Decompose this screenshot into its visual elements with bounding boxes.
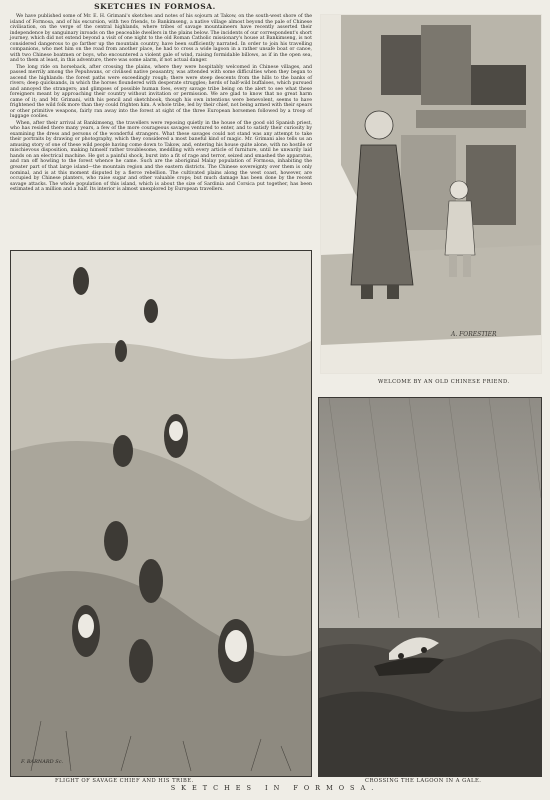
artist-signature: F. BARNARD Sc.: [21, 759, 64, 765]
caption-savage-flight: FLIGHT OF SAVAGE CHIEF AND HIS TRIBE.: [55, 778, 194, 784]
illustration-lagoon-gale: [318, 397, 542, 777]
page-title: SKETCHES IN FORMOSA.: [94, 2, 216, 11]
article-paragraph: The long ride on horseback, after crossing the plains, where they were hospitably welcomed in Chinese villages, and passed merrily among the Pepuhwans, or civilised native peasantry, was attended with some difficulties when they began to ascend the highlands: the forest paths were exceedingly rough; there were steep descents from the hills to the banks of rivers; deep quicksands, in which the horses floundered with desperate struggles; herds of half-wild buffaloes, which pursued and annoyed the strangers; and glimpses of possible human foes, every savage tribe being on the alert to see what these foreigners meant by approaching their country without invitation or permission. We are glad to know that no great harm came of it; and Mr. Grimani, with his pencil and sketchbook, though his own intentions were benevolent, seems to have frightened the wild folk more than they could frighten him. A whole tribe, led by their chief, not being armed with their spears or other primitive weapons, fairly ran away into the forest at sight of the three European horsemen followed by a troop of luggage coolies.: [10, 64, 312, 120]
page-footer: SKETCHES IN FORMOSA.: [170, 784, 380, 792]
illustration-savage-flight: [10, 250, 312, 777]
artist-signature: A. FORESTIER: [451, 331, 497, 338]
illustration-chinese-friend: [320, 14, 542, 374]
article-paragraph: We have published some of Mr. E. H. Grimani's sketches and notes of his sojourn at Takow, on the south-west shore of the island of Formosa, and of his excursion, with two friends, to Bankimseng, a native village almost beyond the pale of Chinese civilisation, on the verge of the central highlands, where tribes of savage mountaineers have recently asserted their independence by sanguinary inroads on the peaceable dwellers in the plains below. The incidents of our correspondent's short journey, which did not extend beyond a visit of one night to the old Roman Catholic missionary's house at Bankimseng, is not considered dangerous to go farther up the mountain country, have been sufficiently narrated. In order to join his travelling companions, who met him on the road from another place, he had to cross a wide lagoon in a rather unsafe boat or canoe, with two Chinese boatmen or boys, who encountered a violent gale of wind, raising formidable billows, as if in the open sea, and to them at least, in this adventure, there was some alarm, if not actual danger.: [10, 14, 312, 64]
caption-chinese-friend: WELCOME BY AN OLD CHINESE FRIEND.: [378, 379, 510, 385]
article-text: [10, 14, 312, 193]
caption-lagoon-gale: CROSSING THE LAGOON IN A GALE.: [365, 778, 482, 784]
article-paragraph: When, after their arrival at Bankimseng, the travellers were reposing quietly in the house of the good old Spanish priest, who has resided there many years, a few of the more courageous savages ventured to enter, and to satisfy their curiosity by examining the dress and persons of the wonderful strangers. What these savages could not stand was any attempt to take their portraits by drawing or photography, which they considered a most baneful kind of magic. Mr. Grimani also tells us an amusing story of one of these wild people having come down to Takow, and, entering his house quite alone, with no hostile or mischievous disposition, making himself rather troublesome, meddling with every article of furniture, until he unwarily laid hands on an electrical machine. He got a painful shock, burst into a fit of rage and terror, seized and smashed the apparatus, and ran off howling to the forest whence he came. Such are the aboriginal Malay population of Formosa, inhabiting the greater part of that large island—the mountain region and the eastern districts. The Chinese sovereignty over them is only nominal, and is at this moment disputed by a fierce rebellion. The cultivated plains along the west coast, however, are occupied by Chinese planters, who raise sugar and other valuable crops; but much damage has been done by the recent savage attacks. The whole population of this island, which is about the size of Sardinia and Corsica put together, has been estimated at a million and a half. Its interior is almost unexplored by European travellers.: [10, 120, 312, 193]
